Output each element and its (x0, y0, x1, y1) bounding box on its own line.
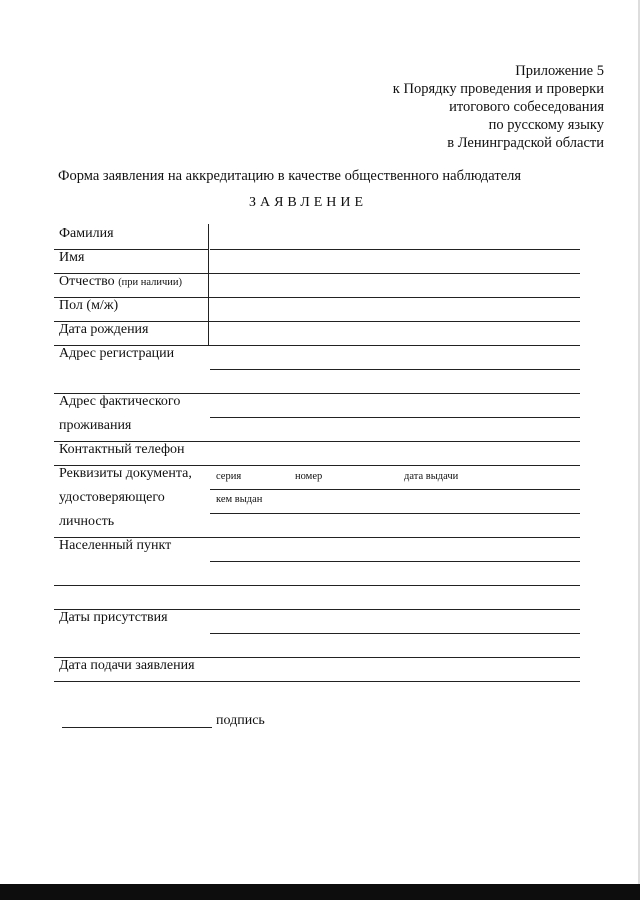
field-surname-line[interactable] (210, 249, 580, 250)
appendix-line-4: по русскому языку (488, 117, 604, 133)
label-actual-address-2: проживания (59, 418, 132, 433)
label-doc-number: номер (295, 471, 323, 482)
appendix-line-3: итогового собеседования (449, 99, 604, 115)
label-doc-2: удостоверяющего (59, 490, 165, 505)
appendix-header (393, 62, 604, 152)
label-reg-address: Адрес регистрации (59, 346, 175, 361)
signature-label: подпись (216, 713, 265, 728)
appendix-line-2: к Порядку проведения и проверки (392, 81, 604, 97)
label-surname: Фамилия (59, 226, 114, 241)
label-doc-1: Реквизиты документа, (59, 466, 192, 481)
label-doc-series: серия (216, 471, 242, 482)
label-actual-address-1: Адрес фактического (59, 394, 181, 409)
label-birthdate: Дата рождения (59, 322, 149, 337)
field-actual-address-line[interactable] (210, 417, 580, 418)
signature-line[interactable] (62, 727, 212, 728)
appendix-line-5: в Ленинградской области (447, 135, 604, 151)
label-phone: Контактный телефон (59, 442, 185, 457)
field-patronymic-line[interactable] (54, 297, 580, 298)
table-divider (208, 224, 209, 346)
field-locality-line-2[interactable] (54, 585, 580, 586)
label-locality: Населенный пункт (59, 538, 172, 553)
field-reg-address-line[interactable] (210, 369, 580, 370)
label-doc-issued-by: кем выдан (216, 494, 263, 505)
label-doc-issue-date: дата выдачи (404, 471, 459, 482)
label-sex: Пол (м/ж) (59, 298, 119, 313)
label-patronymic-note: (при наличии) (118, 277, 183, 288)
form-title: Форма заявления на аккредитацию в качестве общественного наблюдателя (58, 168, 522, 184)
field-attendance-dates-line[interactable] (210, 633, 580, 634)
appendix-number: Приложение 5 (515, 63, 604, 79)
field-application-date-line[interactable] (54, 681, 580, 682)
label-application-date: Дата подачи заявления (59, 658, 195, 673)
field-doc-series-line[interactable] (210, 489, 580, 490)
label-patronymic (59, 274, 182, 290)
scan-border (0, 884, 640, 900)
label-attendance-dates: Даты присутствия (59, 610, 168, 625)
field-locality-line[interactable] (210, 561, 580, 562)
label-name: Имя (59, 250, 85, 265)
label-doc-3: личность (59, 514, 115, 529)
document-title: ЗАЯВЛЕНИЕ (248, 195, 368, 210)
label-patronymic-text: Отчество (59, 274, 115, 289)
field-doc-issued-by-line[interactable] (210, 513, 580, 514)
